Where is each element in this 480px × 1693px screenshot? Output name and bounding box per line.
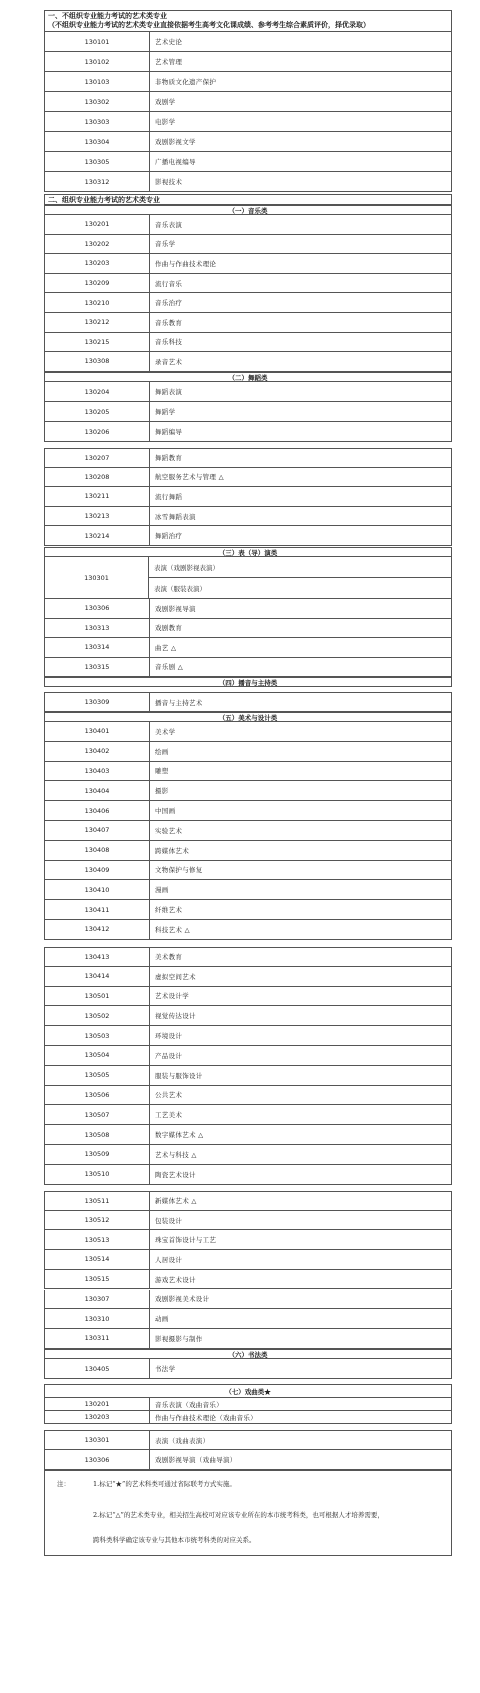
major-code: 130205: [84, 407, 110, 416]
major-name: 跨媒体艺术: [149, 841, 451, 860]
major-name: 书法学: [149, 1359, 451, 1378]
table-row: [44, 152, 452, 172]
merged-code-cell: 130301: [44, 557, 148, 599]
major-name: 舞蹈表演: [149, 382, 451, 401]
table-row: [44, 235, 452, 255]
major-code: 130305: [84, 157, 110, 166]
major-code: 130514: [84, 1255, 110, 1264]
table-row: [44, 526, 452, 546]
table-row: [44, 1290, 452, 1310]
major-code: 130207: [84, 453, 110, 462]
major-name: 音乐治疗: [149, 293, 451, 312]
section1-header: [44, 10, 452, 32]
major-code: 130414: [84, 972, 110, 981]
table-row: [44, 1398, 452, 1411]
table-row: [44, 132, 452, 152]
major-code: 130310: [84, 1314, 110, 1323]
major-name: 数字媒体艺术 △: [149, 1125, 451, 1144]
major-name: 艺术与科技 △: [149, 1145, 451, 1164]
table-row: [44, 1191, 452, 1211]
major-name: 美术教育: [149, 948, 451, 966]
table-row: [44, 215, 452, 235]
table-row: [44, 1430, 452, 1450]
table-row: [44, 487, 452, 507]
major-code: 130202: [84, 239, 110, 248]
table-row: [44, 507, 452, 527]
major-code: 130401: [84, 727, 110, 736]
major-name: 虚拟空间艺术: [149, 967, 451, 986]
major-name: 戏剧影视导演（戏曲导演）: [149, 1450, 451, 1469]
major-name: 中国画: [149, 801, 451, 820]
major-name: 珠宝首饰设计与工艺: [149, 1230, 451, 1249]
major-name: 戏剧影视导演: [149, 599, 451, 618]
major-code: 130502: [84, 1011, 110, 1020]
category-arts-design: （五）美术与设计类: [44, 712, 452, 722]
major-name: 环境设计: [149, 1026, 451, 1045]
table-row: [44, 619, 452, 639]
major-code: 130506: [84, 1090, 110, 1099]
table-row: [44, 1309, 452, 1329]
table-row: [44, 52, 452, 72]
major-code: 130203: [84, 259, 110, 268]
table-row: [44, 1026, 452, 1046]
major-code: 130208: [84, 472, 110, 481]
major-code: 130504: [84, 1051, 110, 1060]
table-row: [44, 861, 452, 881]
table-row: [44, 658, 452, 678]
table-row: [44, 1125, 452, 1145]
major-code: 130403: [84, 766, 110, 775]
table-row: [44, 692, 452, 712]
table-row: [44, 274, 452, 294]
major-name: 音乐学: [149, 235, 451, 254]
major-code: 130201: [84, 1400, 110, 1408]
major-code: 130406: [84, 806, 110, 815]
major-code: 130306: [84, 1455, 110, 1464]
major-name: 摄影: [149, 781, 451, 800]
major-code: 130409: [84, 865, 110, 874]
major-code: 130507: [84, 1110, 110, 1119]
major-name: 戏剧学: [149, 92, 451, 111]
major-name: 舞蹈教育: [149, 449, 451, 467]
major-name: 漫画: [149, 880, 451, 899]
table-row: [44, 32, 452, 52]
table-row: [44, 112, 452, 132]
major-code: 130512: [84, 1216, 110, 1225]
major-name: 服装与服饰设计: [149, 1066, 451, 1085]
major-code: 130304: [84, 137, 110, 146]
major-name: 动画: [149, 1309, 451, 1328]
table-row: [44, 599, 452, 619]
table-row: [44, 1359, 452, 1379]
major-name: 艺术管理: [149, 52, 451, 71]
major-code: 130201: [84, 220, 110, 229]
major-code: 130301: [84, 1436, 110, 1444]
table-row: [44, 762, 452, 782]
major-code: 130509: [84, 1150, 110, 1159]
major-name: 流行舞蹈: [149, 487, 451, 506]
major-name: 音乐剧 △: [149, 658, 451, 677]
major-code: 130413: [84, 952, 110, 961]
major-name: 人居设计: [149, 1250, 451, 1269]
table-row: [44, 900, 452, 920]
table-row: [44, 781, 452, 801]
table-row: [44, 448, 452, 468]
major-code: 130404: [84, 786, 110, 795]
major-name: 新媒体艺术 △: [149, 1192, 451, 1210]
major-name: 艺术史论: [149, 32, 451, 51]
major-code: 130210: [84, 298, 110, 307]
major-code: 130303: [84, 117, 110, 126]
note-2: 2.标记“△”的艺术类专业，相关招生高校可对应该专业所在的本市统考科类，也可根据人才培养需要，: [93, 1511, 384, 1519]
category-dance: （二）舞蹈类: [44, 372, 452, 382]
major-code: 130510: [84, 1170, 110, 1179]
category-music: （一）音乐类: [44, 205, 452, 215]
major-code: 130408: [84, 846, 110, 855]
table-row: [44, 1105, 452, 1125]
major-name: 视觉传达设计: [149, 1006, 451, 1025]
major-name: 音乐表演（戏曲音乐）: [149, 1398, 451, 1410]
major-name: 冰雪舞蹈表演: [149, 507, 451, 526]
category-performance: （三）表（导）演类: [44, 547, 452, 557]
major-code: 130313: [84, 623, 110, 632]
major-name: 流行音乐: [149, 274, 451, 293]
table-row: [44, 1046, 452, 1066]
table-row: [44, 422, 452, 442]
major-code: 130515: [84, 1275, 110, 1284]
major-name: 舞蹈治疗: [149, 526, 451, 545]
major-code: 130206: [84, 427, 110, 436]
notes-box: [44, 1470, 452, 1556]
table-row: [44, 172, 452, 192]
major-name: 影视摄影与制作: [149, 1329, 451, 1348]
category-calligraphy: （六）书法类: [44, 1349, 452, 1359]
category-opera: （七）戏曲类★: [44, 1384, 452, 1398]
major-code: 130211: [84, 492, 110, 501]
table-row: [44, 402, 452, 422]
major-code: 130407: [84, 826, 110, 835]
major-code: 130103: [84, 77, 110, 86]
major-name: 音乐教育: [149, 313, 451, 332]
table-row: [44, 1230, 452, 1250]
table-row: [44, 1450, 452, 1470]
major-name: 实验艺术: [149, 821, 451, 840]
major-code: 130505: [84, 1071, 110, 1080]
major-name: 播音与主持艺术: [149, 693, 451, 711]
major-code: 130302: [84, 97, 110, 106]
major-code: 130501: [84, 991, 110, 1000]
table-row: [44, 1066, 452, 1086]
major-name: 音乐表演: [149, 215, 451, 234]
major-code: 130311: [84, 1334, 110, 1343]
major-code: 130215: [84, 337, 110, 346]
major-name: 表演（戏曲表演）: [149, 1431, 451, 1449]
merged-name-2: 表演（服装表演）: [148, 578, 452, 599]
note-3: 跨科类科学确定该专业与其他本市统考科类的对应关系。: [93, 1536, 256, 1544]
merged-name-1: 表演（戏剧影视表演）: [148, 557, 452, 578]
table-row: [44, 920, 452, 940]
section2-title: 二、组织专业能力考试的艺术类专业: [48, 196, 160, 204]
major-code: 130213: [84, 512, 110, 521]
major-code: 130314: [84, 643, 110, 652]
table-row: [44, 722, 452, 742]
table-row: [44, 967, 452, 987]
table-row: [44, 468, 452, 488]
major-code: 130308: [84, 357, 110, 366]
major-name: 科技艺术 △: [149, 920, 451, 939]
table-row: [44, 1250, 452, 1270]
major-name: 产品设计: [149, 1046, 451, 1065]
table-row: [44, 1329, 452, 1349]
major-code: 130309: [84, 698, 110, 706]
major-code: 130315: [84, 662, 110, 671]
major-name: 影视技术: [149, 172, 451, 191]
table-row: [44, 1211, 452, 1231]
major-name: 广播电视编导: [149, 152, 451, 171]
major-name: 文物保护与修复: [149, 861, 451, 880]
major-name: 陶瓷艺术设计: [149, 1165, 451, 1184]
table-row: [44, 382, 452, 402]
major-code: 130102: [84, 57, 110, 66]
section1-title: 一、不组织专业能力考试的艺术类专业: [48, 12, 167, 20]
table-row: [44, 821, 452, 841]
major-name: 绘画: [149, 742, 451, 761]
table-row: [44, 638, 452, 658]
note-1: 1.标记“★”的艺术科类可通过省际联考方式实施。: [93, 1480, 236, 1488]
major-code: 130513: [84, 1235, 110, 1244]
table-row: [44, 987, 452, 1007]
table-row: [44, 880, 452, 900]
major-code: 130204: [84, 387, 110, 396]
major-code: 130307: [84, 1294, 110, 1303]
major-name: 雕塑: [149, 762, 451, 781]
major-name: 曲艺 △: [149, 638, 451, 657]
table-row: [44, 1411, 452, 1424]
major-name: 艺术设计学: [149, 987, 451, 1006]
major-code: 130209: [84, 279, 110, 288]
major-name: 航空服务艺术与管理 △: [149, 468, 451, 487]
major-name: 工艺美术: [149, 1105, 451, 1124]
table-row: [44, 313, 452, 333]
major-name: 包装设计: [149, 1211, 451, 1230]
major-name: 公共艺术: [149, 1086, 451, 1105]
major-name: 美术学: [149, 722, 451, 741]
table-row: [44, 841, 452, 861]
major-code: 130410: [84, 885, 110, 894]
section2-header: [44, 194, 452, 205]
notes-label: 注：: [57, 1480, 70, 1488]
major-code: 130312: [84, 177, 110, 186]
table-row: [44, 333, 452, 353]
major-code: 130214: [84, 531, 110, 540]
major-name: 舞蹈编导: [149, 422, 451, 441]
major-name: 舞蹈学: [149, 402, 451, 421]
major-code: 130306: [84, 604, 110, 613]
major-name: 作曲与作曲技术理论（戏曲音乐）: [149, 1411, 451, 1423]
major-name: 作曲与作曲技术理论: [149, 254, 451, 273]
major-code: 130212: [84, 318, 110, 327]
major-code: 130411: [84, 905, 110, 914]
table-row: [44, 947, 452, 967]
table-row: [44, 742, 452, 762]
major-code: 130511: [84, 1196, 110, 1205]
table-row: [44, 293, 452, 313]
table-row: [44, 1165, 452, 1185]
major-code: 130412: [84, 925, 110, 934]
major-name: 非物质文化遗产保护: [149, 72, 451, 91]
section1-subtitle: （不组织专业能力考试的艺术类专业直接依据考生高考文化课成绩、参考考生综合素质评价，择优录取）: [48, 21, 370, 29]
major-code: 130101: [84, 37, 110, 46]
major-name: 游戏艺术设计: [149, 1270, 451, 1289]
table-row: [44, 352, 452, 372]
major-code: 130203: [84, 1413, 110, 1421]
major-code: 130402: [84, 747, 110, 756]
table-row: [44, 1006, 452, 1026]
major-code: 130508: [84, 1130, 110, 1139]
major-name: 戏剧影视美术设计: [149, 1290, 451, 1309]
major-code: 130405: [84, 1364, 110, 1373]
major-name: 录音艺术: [149, 352, 451, 371]
table-row: [44, 1270, 452, 1290]
major-code: 130503: [84, 1031, 110, 1040]
category-broadcast: （四）播音与主持类: [44, 677, 452, 687]
table-row: [44, 1086, 452, 1106]
table-row: [44, 801, 452, 821]
table-row: [44, 254, 452, 274]
table-row: [44, 1145, 452, 1165]
table-row: [44, 72, 452, 92]
major-name: 电影学: [149, 112, 451, 131]
major-name: 戏剧影视文学: [149, 132, 451, 151]
major-name: 纤维艺术: [149, 900, 451, 919]
major-name: 戏剧教育: [149, 619, 451, 638]
table-row: [44, 92, 452, 112]
major-name: 音乐科技: [149, 333, 451, 352]
